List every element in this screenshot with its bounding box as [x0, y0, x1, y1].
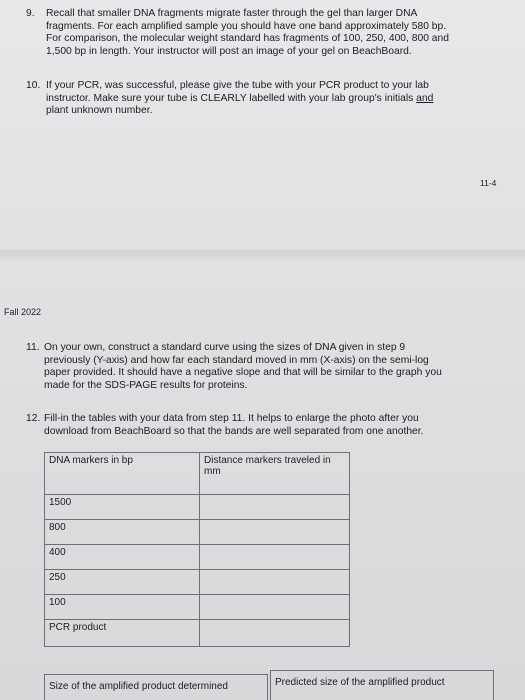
step-9-line: For comparison, the molecular weight standard has fragments of 100, 250, 400, 800 and — [46, 33, 449, 45]
page-number: 11-4 — [480, 178, 497, 188]
table-header: DNA markers in bp — [45, 453, 200, 495]
step-9-number: 9. — [26, 8, 35, 19]
step-11-line: previously (Y-axis) and how far each standard moved in mm (X-axis) on the semi-log — [44, 354, 429, 366]
table-cell-marker: 250 — [45, 570, 200, 595]
step-12-line: Fill-in the tables with your data from step 11. It helps to enlarge the photo after you — [44, 413, 419, 424]
table-cell-distance[interactable] — [200, 595, 350, 620]
size-determined-header: Size of the amplified product determined — [44, 674, 268, 700]
table-cell-marker: 400 — [45, 545, 200, 570]
table-cell-marker: PCR product — [45, 620, 200, 647]
step-10 — [26, 80, 506, 124]
step-9-line: Recall that smaller DNA fragments migrate faster through the gel than larger DNA — [46, 8, 418, 19]
step-10-line-text: instructor. Make sure your tube is CLEARLY labelled with your lab group's initials — [46, 92, 417, 104]
step-10-line: If your PCR, was successful, please give the tube with your PCR product to your lab — [46, 80, 429, 91]
step-12 — [26, 413, 506, 443]
table-cell-marker: 100 — [45, 595, 200, 620]
table-header: Distance markers traveled in mm — [200, 453, 350, 495]
step-9 — [26, 8, 506, 64]
step-11-line: made for the SDS-PAGE results for proteins. — [44, 379, 248, 391]
table-cell-distance[interactable] — [200, 570, 350, 595]
semester-header: Fall 2022 — [4, 307, 42, 317]
step-12-line: download from BeachBoard so that the bands are well separated from one another. — [44, 425, 424, 437]
table-cell-distance[interactable] — [200, 620, 350, 647]
table-cell-marker: 800 — [45, 520, 200, 545]
step-10-line — [46, 93, 433, 106]
step-12-number: 12. — [26, 413, 41, 424]
step-9-line: fragments. For each amplified sample you should have one band approximately 580 bp. — [46, 20, 447, 32]
table-cell-marker: 1500 — [45, 495, 200, 520]
step-10-line: plant unknown number. — [46, 105, 153, 117]
table-cell-distance[interactable] — [200, 545, 350, 570]
page-break — [0, 250, 525, 264]
table-cell-distance[interactable] — [200, 495, 350, 520]
step-11 — [26, 342, 506, 398]
step-11-line: On your own, construct a standard curve using the sizes of DNA given in step 9 — [44, 342, 406, 353]
step-10-number: 10. — [26, 80, 41, 91]
step-9-line: 1,500 bp in length. Your instructor will post an image of your gel on BeachBoard. — [46, 45, 412, 57]
table-cell-distance[interactable] — [200, 520, 350, 545]
underlined-and: and — [416, 92, 434, 104]
predicted-size-header: Predicted size of the amplified product — [270, 670, 494, 700]
dna-marker-table — [44, 452, 350, 647]
step-11-number: 11. — [26, 342, 40, 353]
step-11-line: paper provided. It should have a negative slope and that will be similar to the graph you — [44, 367, 442, 379]
